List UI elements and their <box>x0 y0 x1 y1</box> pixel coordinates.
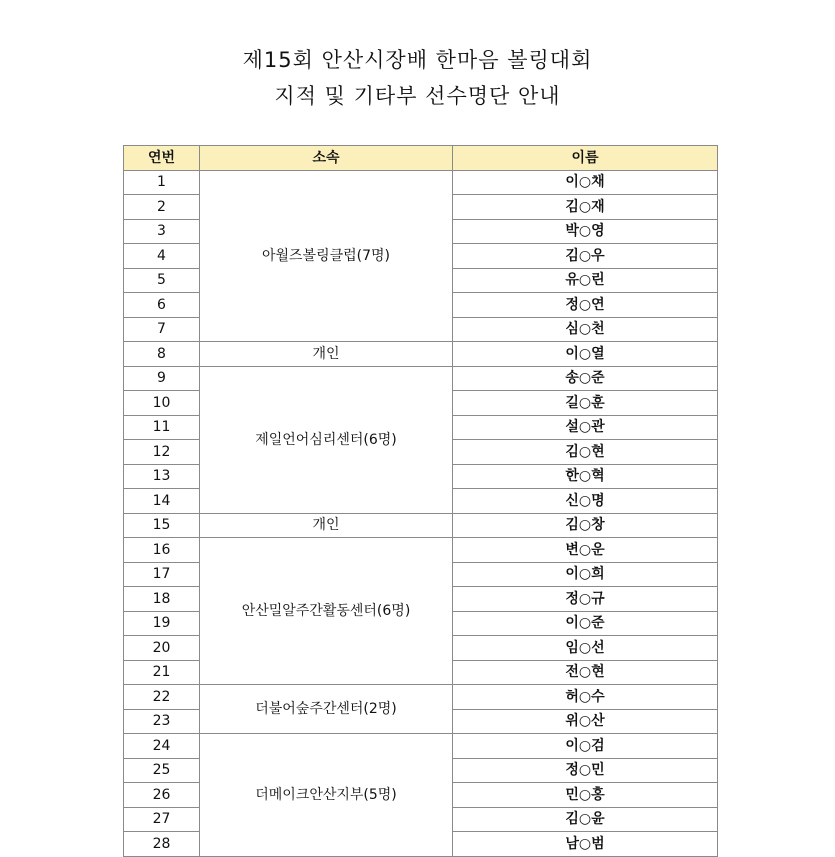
document-subtitle: 지적 및 기타부 선수명단 안내 <box>274 84 561 108</box>
table-row <box>124 366 718 391</box>
player-name: 김○윤 <box>453 807 718 832</box>
row-number: 8 <box>124 342 200 367</box>
player-name: 남○범 <box>453 832 718 857</box>
row-number: 28 <box>124 832 200 857</box>
row-number: 17 <box>124 562 200 587</box>
player-name: 이○검 <box>453 734 718 759</box>
row-number: 12 <box>124 440 200 465</box>
row-number: 27 <box>124 807 200 832</box>
player-name: 신○명 <box>453 489 718 514</box>
row-number: 11 <box>124 415 200 440</box>
affiliation-cell: 제일언어심리센터(6명) <box>200 366 453 513</box>
player-name: 설○관 <box>453 415 718 440</box>
player-name: 정○민 <box>453 758 718 783</box>
affiliation-cell: 더메이크안산지부(5명) <box>200 734 453 857</box>
row-number: 7 <box>124 317 200 342</box>
row-number: 5 <box>124 268 200 293</box>
player-name: 이○열 <box>453 342 718 367</box>
player-name: 임○선 <box>453 636 718 661</box>
player-name: 정○규 <box>453 587 718 612</box>
row-number: 16 <box>124 538 200 563</box>
row-number: 1 <box>124 170 200 195</box>
row-number: 19 <box>124 611 200 636</box>
row-number: 26 <box>124 783 200 808</box>
player-name: 허○수 <box>453 685 718 710</box>
table-row <box>124 342 718 367</box>
row-number: 13 <box>124 464 200 489</box>
table-row <box>124 734 718 759</box>
roster-body <box>124 170 718 856</box>
row-number: 22 <box>124 685 200 710</box>
player-name: 심○천 <box>453 317 718 342</box>
affiliation-cell: 안산밀알주간활동센터(6명) <box>200 538 453 685</box>
player-name: 김○창 <box>453 513 718 538</box>
row-number: 14 <box>124 489 200 514</box>
affiliation-cell: 개인 <box>200 513 453 538</box>
player-name: 민○홍 <box>453 783 718 808</box>
table-row <box>124 170 718 195</box>
column-header-affiliation: 소속 <box>200 146 453 171</box>
player-name: 이○준 <box>453 611 718 636</box>
row-number: 21 <box>124 660 200 685</box>
document-title: 제15회 안산시장배 한마음 볼링대회 <box>242 48 593 72</box>
player-name: 변○운 <box>453 538 718 563</box>
affiliation-cell: 개인 <box>200 342 453 367</box>
player-name: 위○산 <box>453 709 718 734</box>
player-name: 길○훈 <box>453 391 718 416</box>
column-header-name: 이름 <box>453 146 718 171</box>
row-number: 2 <box>124 195 200 220</box>
player-name: 유○린 <box>453 268 718 293</box>
table-row <box>124 538 718 563</box>
player-name: 송○준 <box>453 366 718 391</box>
row-number: 25 <box>124 758 200 783</box>
row-number: 15 <box>124 513 200 538</box>
table-header-row <box>124 146 718 171</box>
row-number: 18 <box>124 587 200 612</box>
player-name: 전○현 <box>453 660 718 685</box>
player-name: 정○연 <box>453 293 718 318</box>
row-number: 23 <box>124 709 200 734</box>
row-number: 10 <box>124 391 200 416</box>
player-name: 한○혁 <box>453 464 718 489</box>
row-number: 6 <box>124 293 200 318</box>
affiliation-cell: 더불어숲주간센터(2명) <box>200 685 453 734</box>
row-number: 20 <box>124 636 200 661</box>
row-number: 3 <box>124 219 200 244</box>
player-name: 박○영 <box>453 219 718 244</box>
column-header-number: 연번 <box>124 146 200 171</box>
table-row <box>124 685 718 710</box>
affiliation-cell: 아월즈볼링클럽(7명) <box>200 170 453 342</box>
player-roster-table <box>123 145 718 857</box>
table-row <box>124 513 718 538</box>
player-name: 김○재 <box>453 195 718 220</box>
player-name: 이○채 <box>453 170 718 195</box>
row-number: 24 <box>124 734 200 759</box>
player-name: 김○우 <box>453 244 718 269</box>
row-number: 4 <box>124 244 200 269</box>
player-name: 이○희 <box>453 562 718 587</box>
row-number: 9 <box>124 366 200 391</box>
player-name: 김○현 <box>453 440 718 465</box>
